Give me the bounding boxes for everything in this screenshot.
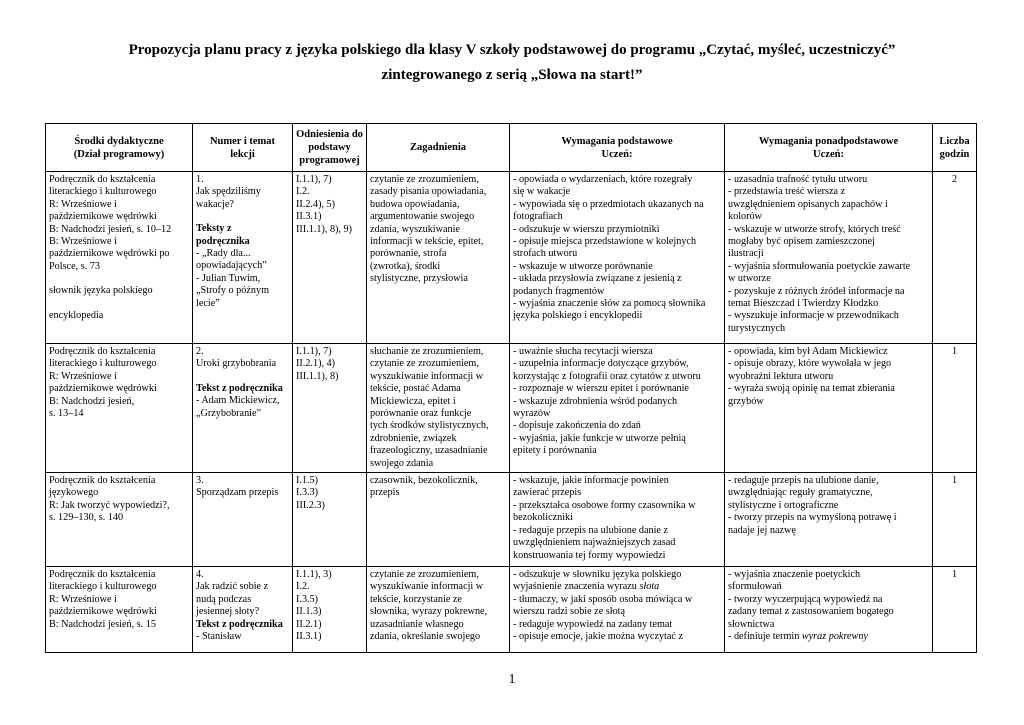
cell-wymagania-ponadpodstawowe: - uzasadnia trafność tytułu utworu - przedstawia treść wiersza z uwzględnieniem opisanych zapachów i kolorów - wskazuje w utworze strofy, których treść mogłaby być opisem zamieszczonej ilustracji - wyjaśnia sformułowania poetyckie zawarte w utworze - pozyskuje z różnych źródeł informacje na temat Bieszczad i Twierdzy Kłodzko - wyszukuje informacje w przewodnikach turystycznych [725,172,933,344]
cell-wymagania-podstawowe: - opowiada o wydarzeniach, które rozegrały się w wakacje - wypowiada się o przedmiotach ukazanych na fotografiach - odszukuje w wierszu przymiotniki - opisuje miejsca przedstawione w kolejnych strofach utworu - wskazuje w utworze porównanie - układa przysłowia związane z jesienią z podanych fragmentów - wyjaśnia znaczenie słów za pomocą słownika języka polskiego i encyklopedii [510,172,725,344]
cell-temat: 4. Jak radzić sobie z nudą podczas jesiennej słoty? Tekst z podręcznika - Stanisław [193,567,293,653]
cell-srodki: Podręcznik do kształcenia literackiego i kulturowego R: Wrześniowe i październikowe wędrówki B: Nadchodzi jesień, s. 10–12 B: Wrześniowe i październikowe wędrówki po Polsce, s. 73 słownik języka polskiego encyklopedia [46,172,193,344]
cell-wymagania-ponadpodstawowe: - wyjaśnia znaczenie poetyckich sformułowań - tworzy wyczerpującą wypowiedź na zadany temat z zastosowaniem bogatego słownictwa - definiuje termin wyraz pokrewny [725,567,933,653]
cell-temat: 1. Jak spędziliśmy wakacje? Teksty z podręcznika - „Rady dla... opowiadających” - Julian Tuwim, „Strofy o późnym lecie” [193,172,293,344]
page-number: 1 [508,672,516,687]
header-srodki: Środki dydaktyczne (Dział programowy) [46,124,193,172]
lesson-plan-table [45,123,977,653]
cell-zagadnienia: czytanie ze zrozumieniem, zasady pisania opowiadania, budowa opowiadania, argumentowanie swojego zdania, wyszukiwanie informacji w tekście, epitet, porównanie, strofa (zwrotka), środki stylistyczne, przysłowia [367,172,510,344]
cell-wymagania-podstawowe: - wskazuje, jakie informacje powinien zawierać przepis - przekształca osobowe formy czasownika w bezokoliczniki - redaguje przepis na ulubione danie z uwzględnieniem najważniejszych zasad konstruowania tej formy wypowiedzi [510,473,725,567]
cell-srodki: Podręcznik do kształcenia językowego R: Jak tworzyć wypowiedzi?, s. 129–130, s. 140 [46,473,193,567]
cell-wymagania-podstawowe: - uważnie słucha recytacji wiersza - uzupełnia informacje dotyczące grzybów, korzystając z fotografii oraz cytatów z utworu - rozpoznaje w wierszu epitet i porównanie - wskazuje zdrobnienia wśród podanych wyrazów - dopisuje zakończenia do zdań - wyjaśnia, jakie funkcje w utworze pełnią epitety i porównania [510,344,725,473]
page-title: Propozycja planu pracy z języka polskiego dla klasy V szkoły podstawowej do programu „Czytać, myśleć, uczestniczyć” [128,42,896,58]
cell-temat: 3. Sporządzam przepis [193,473,293,567]
cell-wymagania-ponadpodstawowe: - opowiada, kim był Adam Mickiewicz - opisuje obrazy, które wywołała w jego wyobraźni lektura utworu - wyraża swoją opinię na temat zbierania grzybów [725,344,933,473]
header-row [46,124,977,172]
cell-odniesienia: I.1.1), 3) I.2. I.3.5) II.1.3) II.2.1) II.3.1) [293,567,367,653]
cell-liczba-godzin: 1 [933,473,977,567]
cell-odniesienia: I.1.1), 7) II.2.1), 4) III.1.1), 8) [293,344,367,473]
cell-srodki: Podręcznik do kształcenia literackiego i kulturowego R: Wrześniowe i październikowe wędrówki B: Nadchodzi jesień, s. 15 [46,567,193,653]
table-row [46,473,977,567]
cell-wymagania-podstawowe: - odszukuje w słowniku języka polskiego wyjaśnienie znaczenia wyrazu słota - tłumaczy, w jaki sposób osoba mówiąca w wierszu radzi sobie ze słotą - redaguje wypowiedź na zadany temat - opisuje emocje, jakie można wyczytać z [510,567,725,653]
cell-odniesienia: I.1.1), 7) I.2. II.2.4), 5) II.3.1) III.1.1), 8), 9) [293,172,367,344]
header-wymagania-ponadpodstawowe: Wymagania ponadpodstawowe Uczeń: [725,124,933,172]
header-odniesienia: Odniesienia do podstawy programowej [293,124,367,172]
cell-zagadnienia: czasownik, bezokolicznik, przepis [367,473,510,567]
cell-liczba-godzin: 1 [933,567,977,653]
table-row [46,344,977,473]
table-row [46,172,977,344]
cell-liczba-godzin: 1 [933,344,977,473]
header-wymagania-podstawowe: Wymagania podstawowe Uczeń: [510,124,725,172]
cell-zagadnienia: czytanie ze zrozumieniem, wyszukiwanie informacji w tekście, korzystanie ze słownika, wyrazy pokrewne, uzasadnianie własnego zdania, określanie swojego [367,567,510,653]
header-zagadnienia: Zagadnienia [367,124,510,172]
cell-zagadnienia: słuchanie ze zrozumieniem, czytanie ze zrozumieniem, wyszukiwanie informacji w tekście, postać Adama Mickiewicza, epitet i porównanie oraz funkcje tych środków stylistycznych, zdrobnienie, związek frazeologiczny, uzasadnianie swojego zdania [367,344,510,473]
cell-srodki: Podręcznik do kształcenia literackiego i kulturowego R: Wrześniowe i październikowe wędrówki B: Nadchodzi jesień, s. 13–14 [46,344,193,473]
cell-wymagania-ponadpodstawowe: - redaguje przepis na ulubione danie, uwzględniając reguły gramatyczne, stylistyczne i ortograficzne - tworzy przepis na wymyśloną potrawę i nadaje jej nazwę [725,473,933,567]
cell-temat: 2. Uroki grzybobrania Tekst z podręcznika - Adam Mickiewicz, „Grzybobranie” [193,344,293,473]
header-liczba-godzin: Liczba godzin [933,124,977,172]
cell-liczba-godzin: 2 [933,172,977,344]
header-numer-temat: Numer i temat lekcji [193,124,293,172]
table-row [46,567,977,653]
page-subtitle: zintegrowanego z serią „Słowa na start!” [381,67,643,83]
cell-odniesienia: I.1.5) I.3.3) III.2.3) [293,473,367,567]
